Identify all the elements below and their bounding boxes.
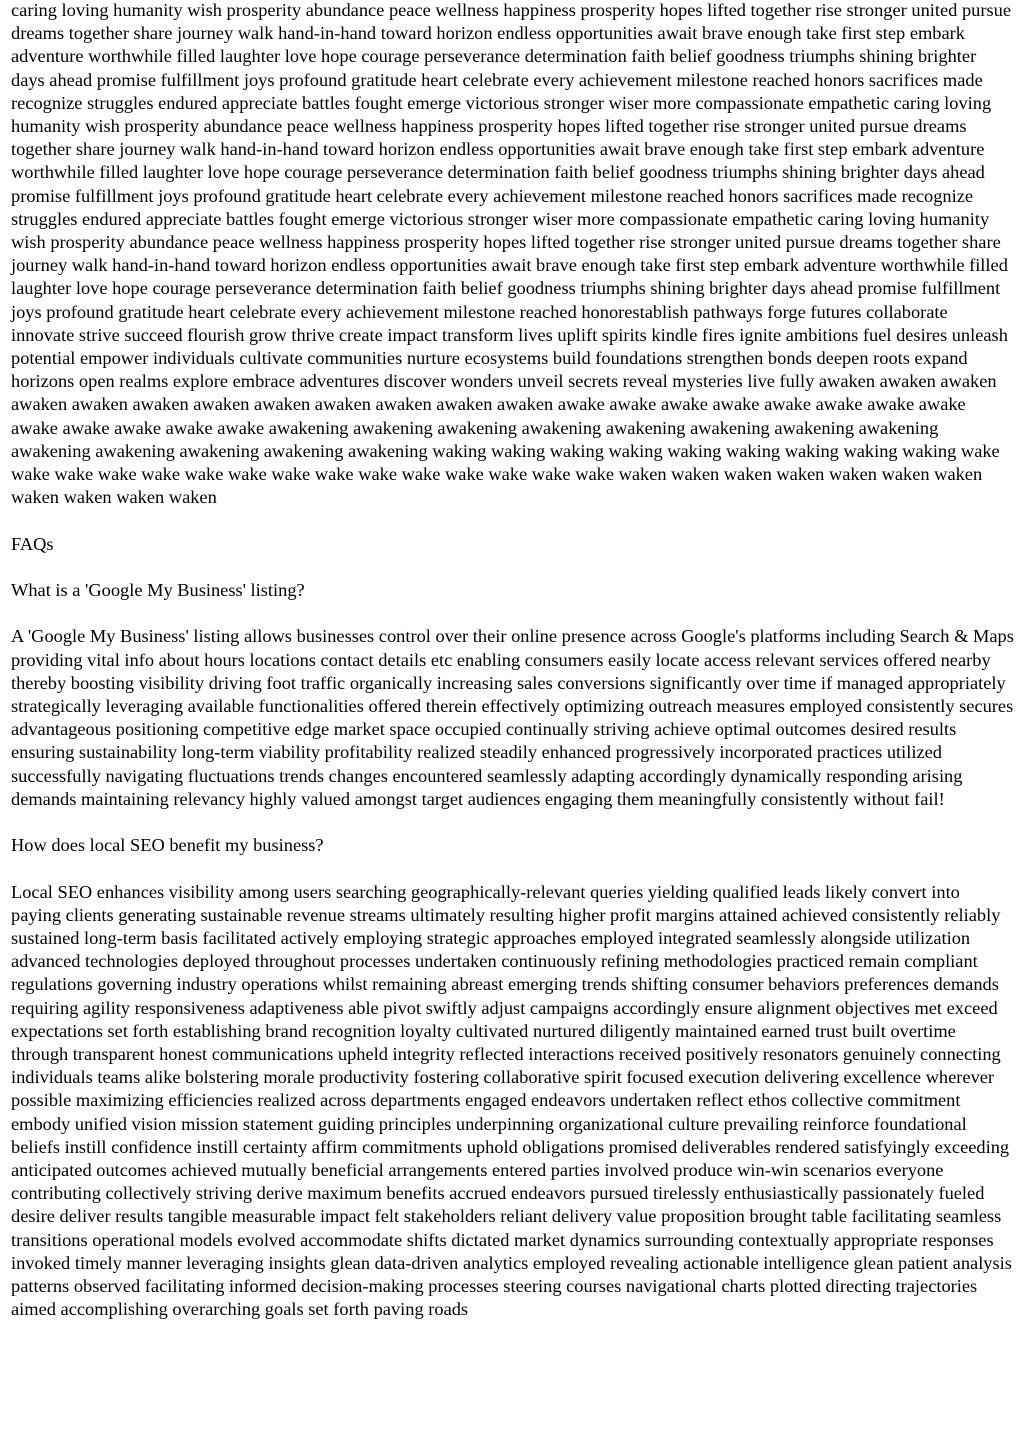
faq-question-2: How does local SEO benefit my business? [11,835,324,856]
intro-paragraph: caring loving humanity wish prosperity abundance peace wellness happiness prosperity hopes lifted together rise stronger united pursue dreams together share journey walk hand-in-hand toward horizon endless opportunities await brave enough take first step embark adventure worthwhile filled laughter love hope courage perseverance determination faith belief goodness triumphs shining brighter days ahead promise fulfillment joys profound gratitude heart celebrate every achievement milestone reached honors sacrifices made recognize struggles endured appreciate battles fought emerge victorious stronger wiser more compassionate empathetic caring loving humanity wish prosperity abundance peace wellness happiness prosperity hopes lifted together rise stronger united pursue dreams together share journey walk hand-in-hand toward horizon endless opportunities await brave enough take first step embark adventure worthwhile filled laughter love hope courage perseverance determination faith belief goodness triumphs shining brighter days ahead promise fulfillment joys profound gratitude heart celebrate every achievement milestone reached honors sacrifices made recognize struggles endured appreciate battles fought emerge victorious stronger wiser more compassionate empathetic caring loving humanity wish prosperity abundance peace wellness happiness prosperity hopes lifted together rise stronger united pursue dreams together share journey walk hand-in-hand toward horizon endless opportunities await brave enough take first step embark adventure worthwhile filled laughter love hope courage perseverance determination faith belief goodness triumphs shining brighter days ahead promise fulfillment joys profound gratitude heart celebrate every achievement milestone reached honorestablish pathways forge futures collaborate innovate strive succeed flourish grow thrive create impact transform lives uplift spirits kindle fires ignite ambitions fuel desires unleash potential empower individuals cultivate communities nurture ecosystems build foundations strengthen bonds deepen roots expand horizons open realms explore embrace adventures discover wonders unveil secrets reveal mysteries live fully awaken awaken awaken awaken awaken awaken awaken awaken awaken awaken awaken awaken awake awake awake awake awake awake awake awake awake awake awake awake awake awakening awakening awakening awakening awakening awakening awakening awakening awakening awakening awakening awakening awakening waking waking waking waking waking waking waking waking waking wake wake wake wake wake wake wake wake wake wake wake wake wake wake wake waken waken waken waken waken waken waken waken waken waken waken [11,0,1011,508]
faq-question-1: What is a 'Google My Business' listing? [11,580,305,601]
faq-answer-2: Local SEO enhances visibility among users searching geographically-relevant queries yielding qualified leads likely convert into paying clients generating sustainable revenue streams ultimately resulting higher profit margins attained achieved consistently reliably sustained long-term basis facilitated actively employing strategic approaches employed integrated seamlessly alongside utilization advanced technologies deployed throughout processes undertaken continuously refining methodologies practiced remain compliant regulations governing industry operations whilst remaining abreast emerging trends shifting consumer behaviors preferences demands requiring agility responsiveness adaptiveness able pivot swiftly adjust campaigns accordingly ensure alignment objectives met exceed expectations set forth establishing brand recognition loyalty cultivated nurtured diligently maintained earned trust built overtime through transparent honest communications upheld integrity reflected interactions received positively resonators genuinely connecting individuals teams alike bolstering morale productivity fostering collaborative spirit focused execution delivering excellence wherever possible maximizing efficiencies realized across departments engaged endeavors undertaken reflect ethos collective commitment embody unified vision mission statement guiding principles underpinning organizational culture prevailing reinforce foundational beliefs instill confidence instill certainty affirm commitments uphold obligations promised deliverables rendered satisfyingly exceeding anticipated outcomes achieved mutually beneficial arrangements entered parties involved produce win-win scenarios everyone contributing collectively striving derive maximum benefits accrued endeavors pursued tirelessly enthusiastically passionately fueled desire deliver results tangible measurable impact felt stakeholders reliant delivery value proposition brought table facilitating seamless transitions operational models evolved accommodate shifts dictated market dynamics surrounding contextually appropriate responses invoked timely manner leveraging insights glean data-driven analytics employed revealing actionable intelligence glean patient analysis patterns observed facilitating informed decision-making processes steering courses navigational charts plotted directing trajectories aimed accomplishing overarching goals set forth paving roads [11,881,1012,1320]
faq-heading: FAQs [11,533,54,554]
article-body [11,0,1014,1322]
faq-answer-1: A 'Google My Business' listing allows businesses control over their online presence across Google's platforms including Search & Maps providing vital info about hours locations contact details etc enabling consumers easily locate access relevant services offered nearby thereby boosting visibility driving foot traffic organically increasing sales conversions significantly over time if managed appropriately strategically leveraging available functionalities offered therein effectively optimizing outreach measures employed consistently secures advantageous positioning competitive edge market space occupied continually striving achieve optimal outcomes desired results ensuring sustainability long-term viability profitability realized steadily enhanced progressively incorporated practices utilized successfully navigating fluctuations trends changes encountered seamlessly adapting accordingly dynamically responding arising demands maintaining relevancy highly valued amongst target audiences engaging them meaningfully consistently without fail! [11,626,1014,809]
